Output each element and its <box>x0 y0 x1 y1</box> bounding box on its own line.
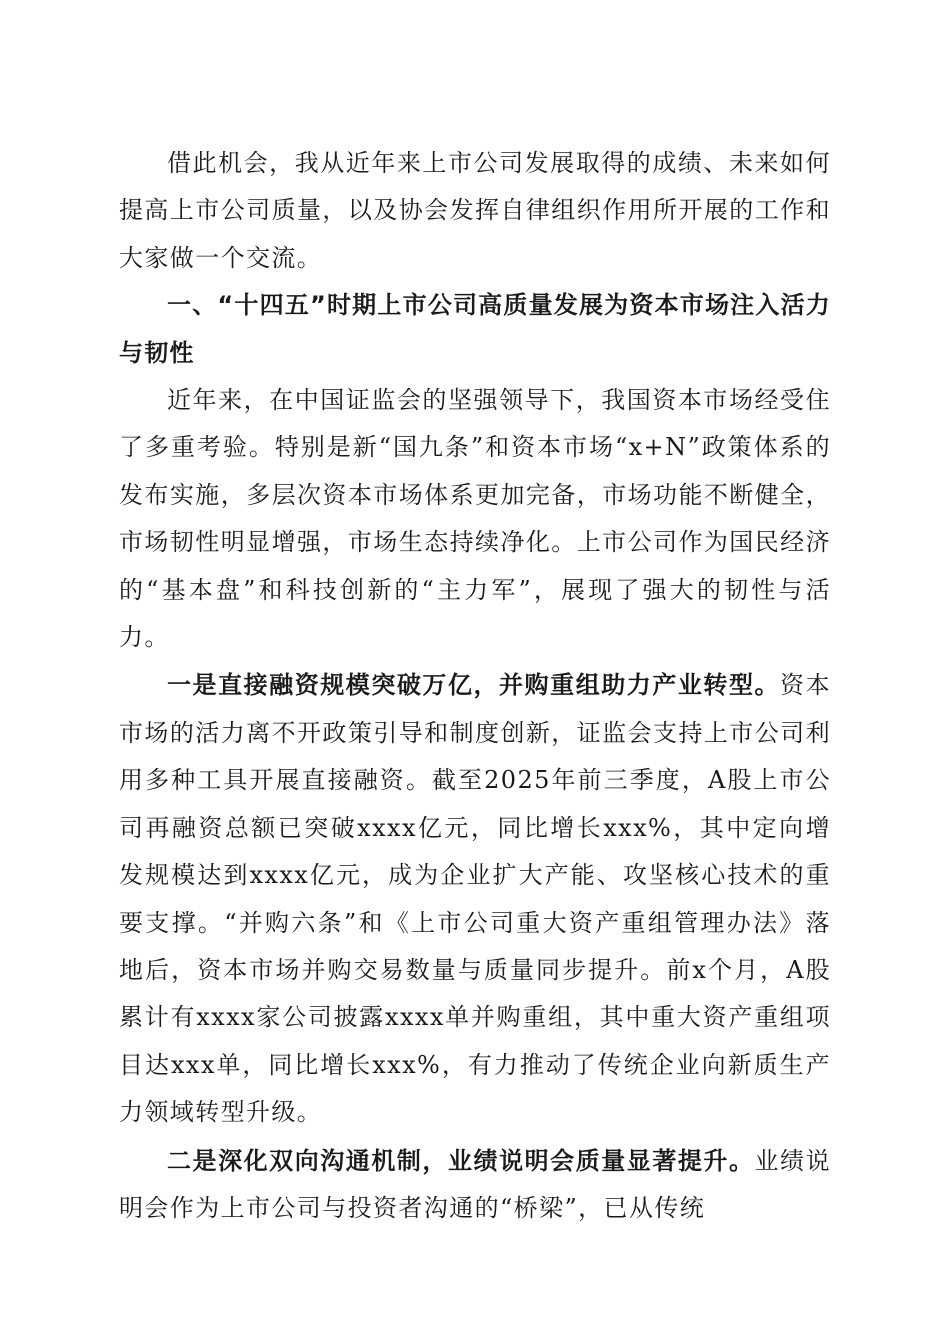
point-two-lead: 二是深化双向沟通机制，业绩说明会质量显著提升。 <box>167 1145 755 1175</box>
point-one-lead: 一是直接融资规模突破万亿，并购重组助力产业转型。 <box>167 670 781 700</box>
intro-paragraph <box>119 140 831 282</box>
overview-paragraph-text: 近年来，在中国证监会的坚强领导下，我国资本市场经受住了多重考验。特别是新“国九条”和资本市场“x+N”政策体系的发布实施，多层次资本市场体系更加完备，市场功能不断健全，市场韧性明显增强，市场生态持续净化。上市公司作为国民经济的“基本盘”和科技创新的“主力军”，展现了强大的韧性与活力。 <box>119 386 831 652</box>
point-two-text: 业绩说明会作为上市公司与投资者沟通的“桥梁”，已从传统 <box>119 1146 832 1222</box>
overview-paragraph <box>119 377 831 661</box>
document-body <box>119 140 831 1232</box>
point-two-paragraph <box>119 1137 831 1233</box>
point-one-text: 资本市场的活力离不开政策引导和制度创新，证监会支持上市公司利用多种工具开展直接融资。截至2025年前三季度，A股上市公司再融资总额已突破xxxx亿元，同比增长xxx%，其中定向增发规模达到xxxx亿元，成为企业扩大产能、攻坚核心技术的重要支撑。“并购六条”和《上市公司重大资产重组管理办法》落地后，资本市场并购交易数量与质量同步提升。前x个月，A股累计有xxxx家公司披露xxxx单并购重组，其中重大资产重组项目达xxx单，同比增长xxx%，有力推动了传统企业向新质生产力领域转型升级。 <box>119 671 831 1127</box>
section-heading-text: 一、“十四五”时期上市公司高质量发展为资本市场注入活力与韧性 <box>119 291 831 367</box>
intro-paragraph-text: 借此机会，我从近年来上市公司发展取得的成绩、未来如何提高上市公司质量，以及协会发挥自律组织作用所开展的工作和大家做一个交流。 <box>119 149 831 272</box>
section-heading <box>119 282 831 377</box>
point-one-paragraph <box>119 661 831 1136</box>
